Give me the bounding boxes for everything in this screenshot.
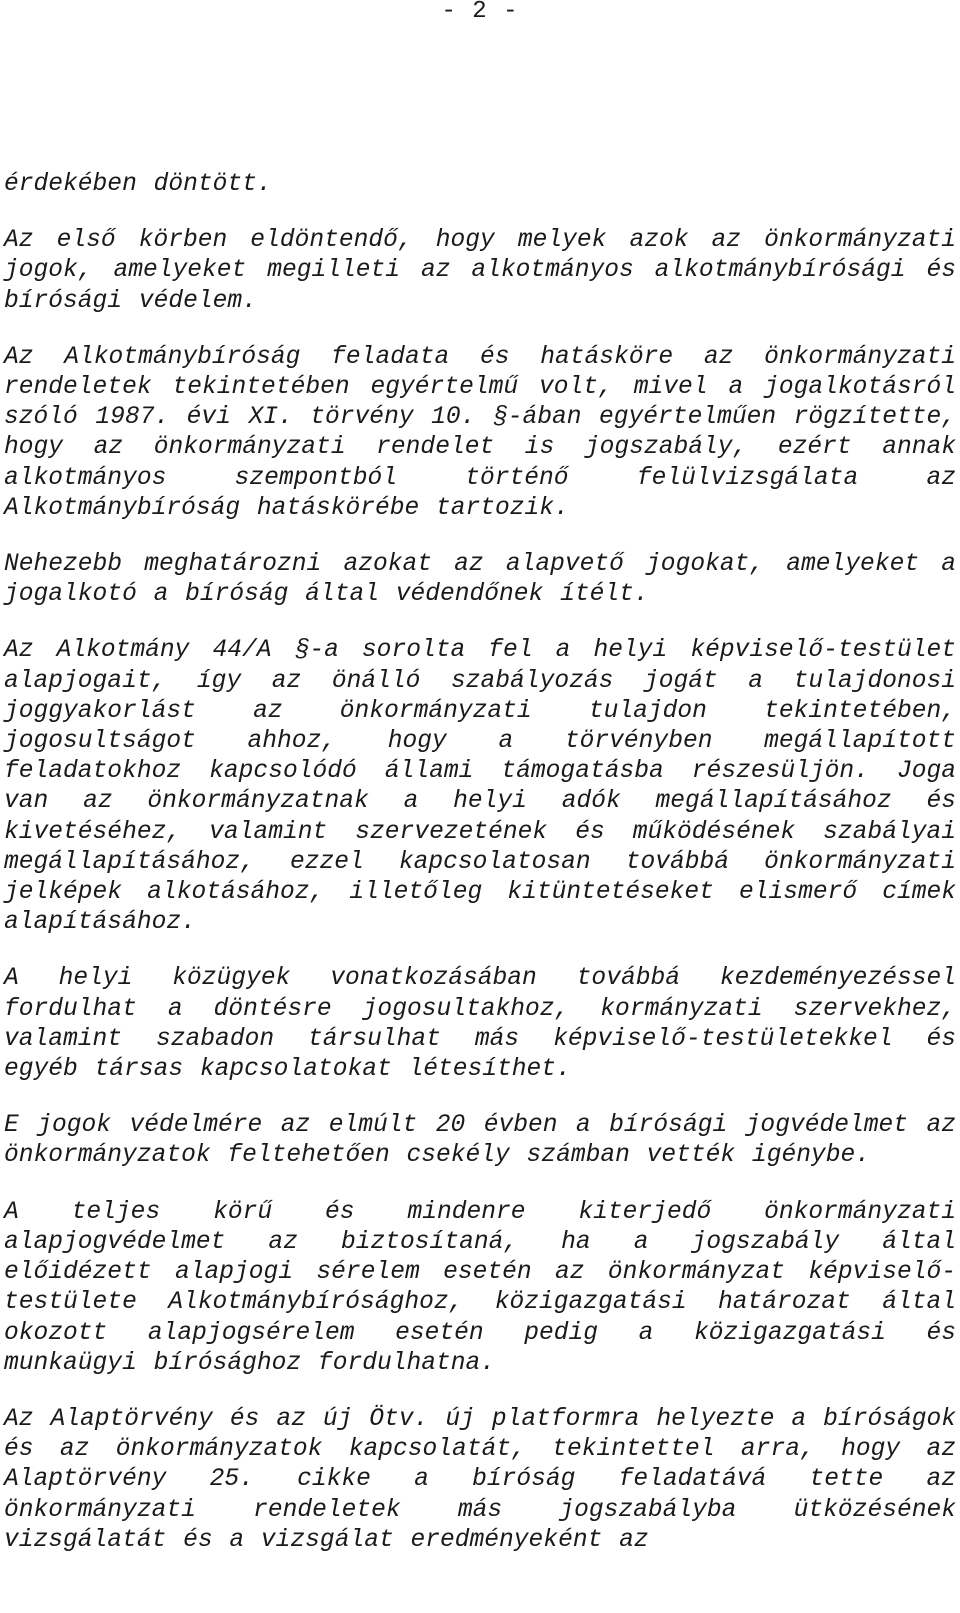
paragraph-7: E jogok védelmére az elmúlt 20 évben a bírósági jogvédelmet az önkormányzatok feltehetően csekély számban vették igénybe. (4, 1112, 956, 1170)
page-number: - 2 - (441, 0, 519, 25)
paragraph-3: Az Alkotmánybíróság feladata és hatásköre az önkormányzati rendeletek tekintetében egyértelmű volt, mivel a jogalkotásról szóló 1987. évi XI. törvény 10. §-ában egyértelműen rögzítette, hogy az önkormányzati rendelet is jogszabály, ezért annak alkotmányos szempontból történő felülvizsgálata az Alkotmánybíróság hatáskörébe tartozik. (4, 343, 956, 522)
paragraph-8: A teljes körű és mindenre kiterjedő önkormányzati alapjogvédelmet az biztosítaná, ha a jogszabály által előidézett alapjogi sérelem esetén az önkormányzat képviselő-testülete Alkotmánybírósághoz, közigazgatási határozat által okozott alapjogsérelem esetén pedig a közigazgatási és munkaügyi bírósághoz fordulhatna. (4, 1198, 956, 1377)
paragraph-5: Az Alkotmány 44/A §-a sorolta fel a helyi képviselő-testület alapjogait, így az önálló szabályozás jogát a tulajdonosi joggyakorlást az önkormányzati tulajdon tekintetében, jogosultságot ahhoz, hogy a törvényben megállapított feladatokhoz kapcsolódó állami támogatásba részesüljön. Joga van az önkormányzatnak a helyi adók megállapításához és kivetéséhez, valamint szervezetének és működésének szabályai megállapításához, ezzel kapcsolatosan továbbá önkormányzati jelképek alkotásához, illetőleg kitüntetéseket elismerő címek alapításához. (4, 637, 956, 937)
paragraph-2: Az első körben eldöntendő, hogy melyek azok az önkormányzati jogok, amelyeket megilleti az alkotmányos alkotmánybírósági és bírósági védelem. (4, 227, 956, 315)
paragraph-6: A helyi közügyek vonatkozásában továbbá kezdeményezéssel fordulhat a döntésre jogosultakhoz, kormányzati szervekhez, valamint szabadon társulhat más képviselő-testületekkel és egyéb társas kapcsolatokat létesíthet. (4, 965, 956, 1084)
paragraph-9: Az Alaptörvény és az új Ötv. új platformra helyezte a bíróságok és az önkormányzatok kapcsolatát, tekintettel arra, hogy az Alaptörvény 25. cikke a bíróság feladatává tette az önkormányzati rendeletek más jogszabályba ütközésének vizsgálatát és a vizsgálat eredményeként az (4, 1405, 956, 1554)
paragraph-1: érdekében döntött. (4, 171, 272, 198)
document-body (4, 170, 956, 1582)
paragraph-4: Nehezebb meghatározni azokat az alapvető jogokat, amelyeket a jogalkotó a bíróság által védendőnek ítélt. (4, 551, 956, 609)
